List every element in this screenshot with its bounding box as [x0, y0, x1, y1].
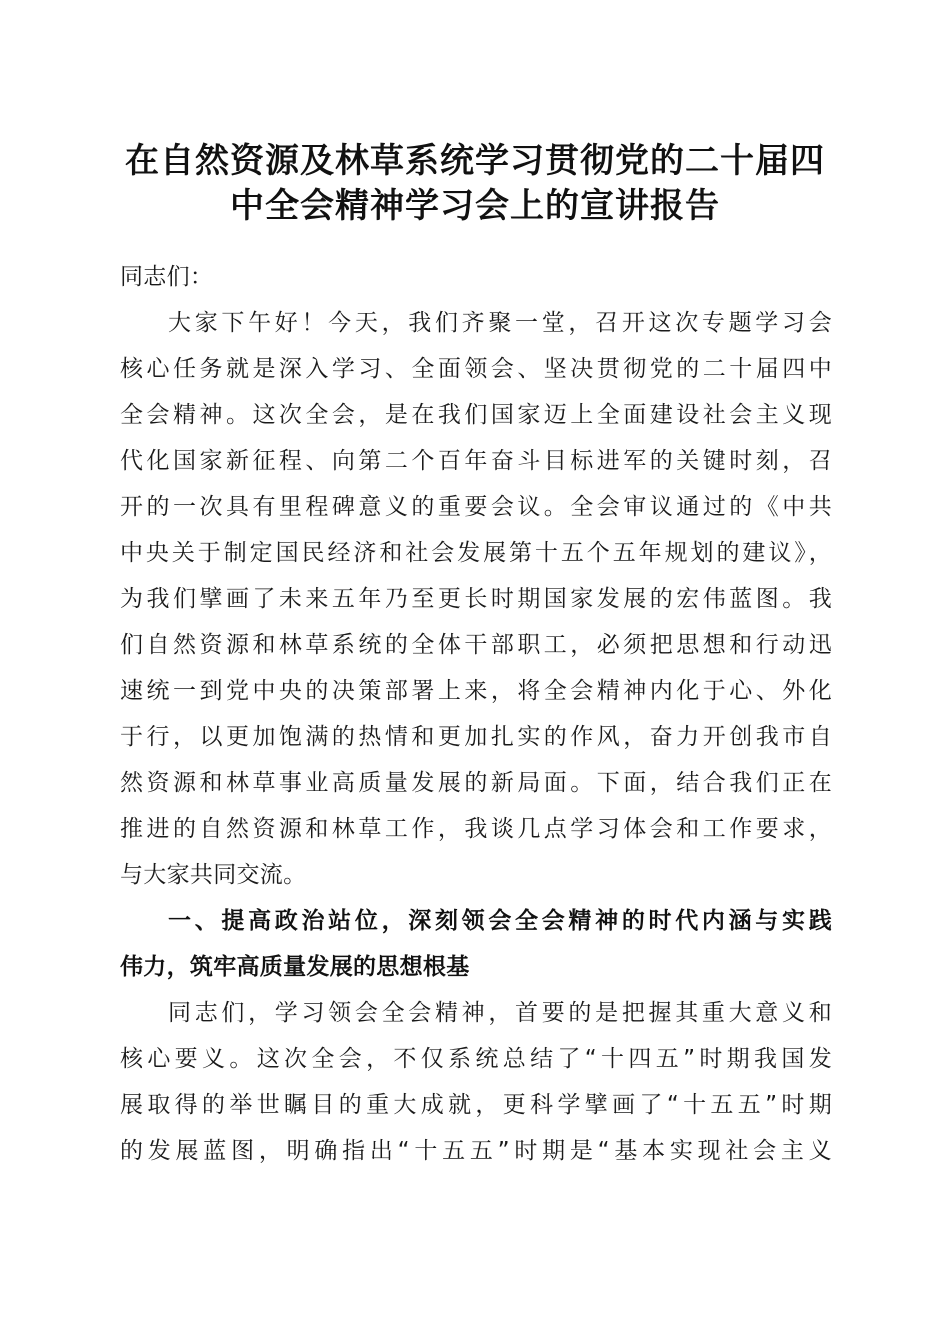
section-heading-1: [120, 898, 832, 990]
paragraph-1: [120, 300, 832, 898]
paragraph-2: [120, 990, 832, 1174]
paragraph-1-line: 大家下午好！今天，我们齐聚一堂，召开这次专题学习会: [168, 310, 832, 336]
paragraph-1-line: 于行，以更加饱满的热情和更加扎实的作风，奋力开创我市自: [120, 724, 832, 750]
paragraph-1-line: 为我们擘画了未来五年乃至更长时期国家发展的宏伟蓝图。我: [120, 586, 832, 612]
paragraph-2-line: 核心要义。这次全会，不仅系统总结了“十四五”时期我国发: [120, 1046, 832, 1072]
paragraph-1-line: 们自然资源和林草系统的全体干部职工，必须把思想和行动迅: [120, 632, 832, 658]
paragraph-2-line: 同志们，学习领会全会精神，首要的是把握其重大意义和: [168, 1000, 832, 1026]
paragraph-1-line: 速统一到党中央的决策部署上来，将全会精神内化于心、外化: [120, 678, 832, 704]
paragraph-1-line: 中央关于制定国民经济和社会发展第十五个五年规划的建议》，: [120, 540, 832, 566]
paragraph-2-line: 展取得的举世瞩目的重大成就，更科学擘画了“十五五”时期: [120, 1092, 832, 1118]
document-title-line-2: 中全会精神学习会上的宣讲报告: [230, 186, 720, 226]
section-heading-1-line: 一、提高政治站位，深刻领会全会精神的时代内涵与实践: [168, 908, 832, 934]
document-title-line-1: 在自然资源及林草系统学习贯彻党的二十届四: [125, 141, 825, 181]
paragraph-1-line: 推进的自然资源和林草工作，我谈几点学习体会和工作要求，: [120, 816, 832, 842]
paragraph-2-line: 的发展蓝图，明确指出“十五五”时期是“基本实现社会主义: [120, 1138, 832, 1164]
paragraph-1-line: 核心任务就是深入学习、全面领会、坚决贯彻党的二十届四中: [120, 356, 832, 382]
salutation: 同志们：: [120, 264, 214, 290]
document-body: [120, 254, 832, 1174]
paragraph-1-line: 与大家共同交流。: [120, 862, 307, 888]
paragraph-1-line: 然资源和林草事业高质量发展的新局面。下面，结合我们正在: [120, 770, 832, 796]
paragraph-1-line: 代化国家新征程、向第二个百年奋斗目标进军的关键时刻，召: [120, 448, 832, 474]
paragraph-1-line: 全会精神。这次全会，是在我们国家迈上全面建设社会主义现: [120, 402, 832, 428]
section-heading-1-line: 伟力，筑牢高质量发展的思想根基: [120, 954, 470, 980]
paragraph-1-line: 开的一次具有里程碑意义的重要会议。全会审议通过的《中共: [120, 494, 832, 520]
